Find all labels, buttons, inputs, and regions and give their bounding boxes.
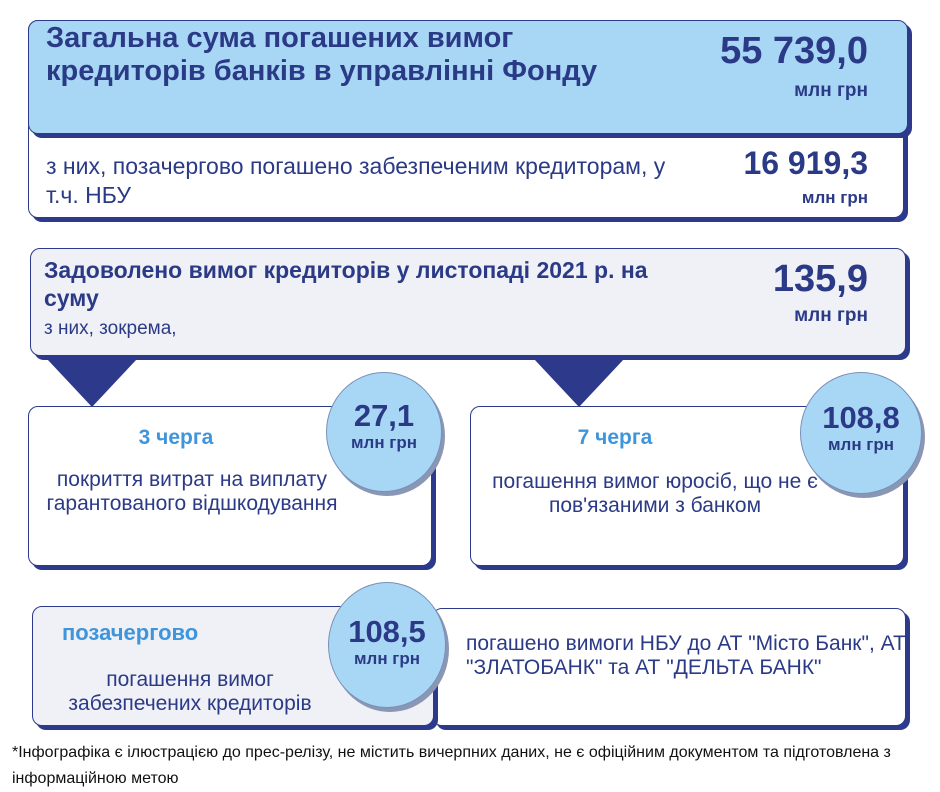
arrow-down-icon [47,359,137,407]
total-unit: млн грн [794,80,868,101]
queue7-header: 7 черга [577,426,653,449]
november-title: Задоволено вимог кредиторів у листопаді 2021 р. на суму [44,257,648,311]
queue7-description: погашення вимог юросіб, що не є пов'язаними з банком [492,470,818,517]
queue3-description: покриття витрат на виплату гарантованого відшкодування [46,468,338,515]
priority-amount-circle [328,582,446,708]
total-sub-value: 16 919,3 [743,145,868,181]
queue3-value: 27,1 [353,398,415,433]
priority-unit: млн грн [353,649,421,668]
november-value: 135,9 [772,258,868,300]
footnote: *Інфографіка є ілюстрацією до прес-релізу, не містить вичерпних даних, не є офіційним документом та підготовлена з інформаційною метою [12,744,891,787]
priority-header: позачергово [62,620,199,645]
queue7-value: 108,8 [822,400,900,435]
queue7-amount-circle [800,372,922,494]
queue7-unit: млн грн [827,435,895,454]
november-unit: млн грн [794,305,868,326]
november-subtitle: з них, зокрема, [44,318,177,339]
priority-value: 108,5 [348,614,426,649]
total-sub-unit: млн грн [801,188,868,207]
priority-description: погашення вимог забезпечених кредиторів [68,668,312,715]
priority-detail: погашено вимоги НБУ до АТ "Місто Банк", АТ "ЗЛАТОБАНК" та АТ "ДЕЛЬТА БАНК" [466,632,906,679]
arrow-down-icon [534,359,624,407]
total-value: 55 739,0 [720,30,868,72]
queue3-header: 3 черга [138,426,214,449]
total-sub-text: з них, позачергово погашено забезпеченим кредиторам, у т.ч. НБУ [46,153,666,208]
queue3-unit: млн грн [350,433,418,452]
total-title: Загальна сума погашених вимог кредиторів банків в управлінні Фонду [46,22,598,87]
queue3-amount-circle [326,372,442,492]
